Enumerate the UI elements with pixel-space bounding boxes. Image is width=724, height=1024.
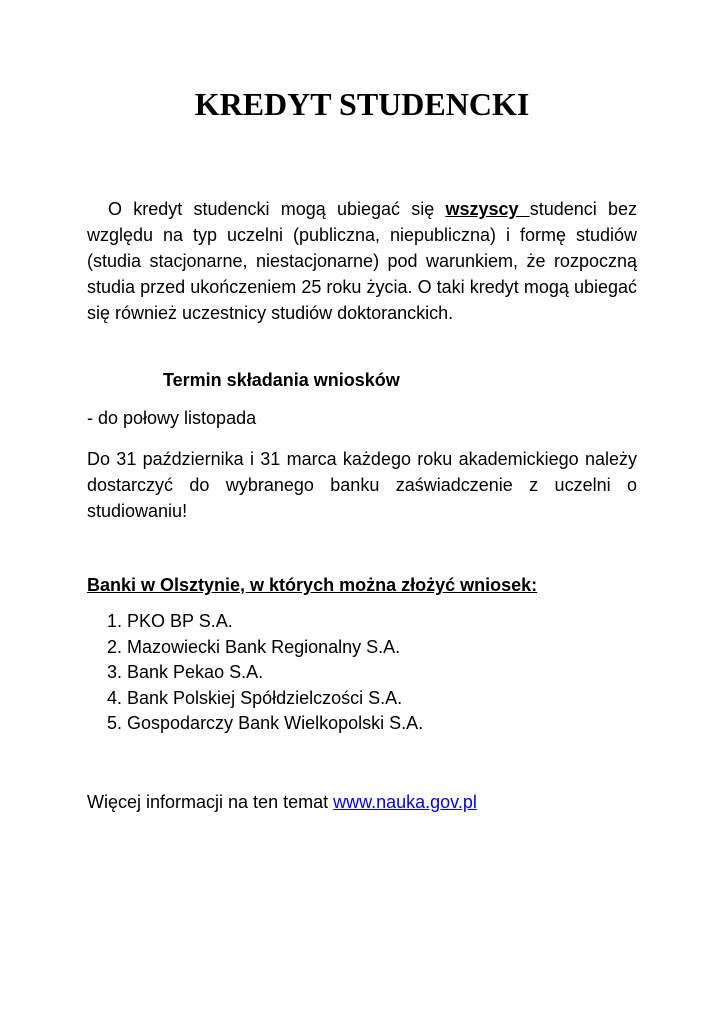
intro-emphasis: wszyscy xyxy=(445,199,530,219)
document-title: KREDYT STUDENCKI xyxy=(194,86,530,122)
bank-list-item: 4. Bank Polskiej Spółdzielczości S.A. xyxy=(107,687,403,708)
intro-text-before: O kredyt studencki mogą ubiegać się xyxy=(108,199,446,219)
nauka-gov-link[interactable]: www.nauka.gov.pl xyxy=(333,792,477,812)
more-info-text: Więcej informacji na ten temat xyxy=(87,792,334,812)
banks-heading: Banki w Olsztynie, w których można złożyć wniosek: xyxy=(87,575,538,595)
deadline-note: Do 31 października i 31 marca każdego roku akademickiego należy dostarczyć do wybranego banku zaświadczenie z uczelni o studiowaniu! xyxy=(87,449,637,521)
bank-list-item: 2. Mazowiecki Bank Regionalny S.A. xyxy=(107,636,401,657)
bank-list-item: 1. PKO BP S.A. xyxy=(107,611,233,631)
banks-list xyxy=(107,609,423,737)
bank-list-item: 5. Gospodarczy Bank Wielkopolski S.A. xyxy=(107,713,424,733)
deadline-heading: Termin składania wniosków xyxy=(163,370,400,390)
intro-paragraph xyxy=(87,196,637,326)
more-info-line xyxy=(87,789,477,815)
deadline-item: - do połowy listopada xyxy=(87,408,257,428)
intro-text-after: studenci bez względu na typ uczelni (publiczna, niepubliczna) i formę studiów (studia stacjonarne, niestacjonarne) pod warunkiem, że rozpoczną studia przed ukończeniem 25 roku życia. O taki kredyt mogą ubiegać się również uczestnicy studiów doktoranckich. xyxy=(87,199,637,323)
bank-list-item: 3. Bank Pekao S.A. xyxy=(107,662,264,682)
